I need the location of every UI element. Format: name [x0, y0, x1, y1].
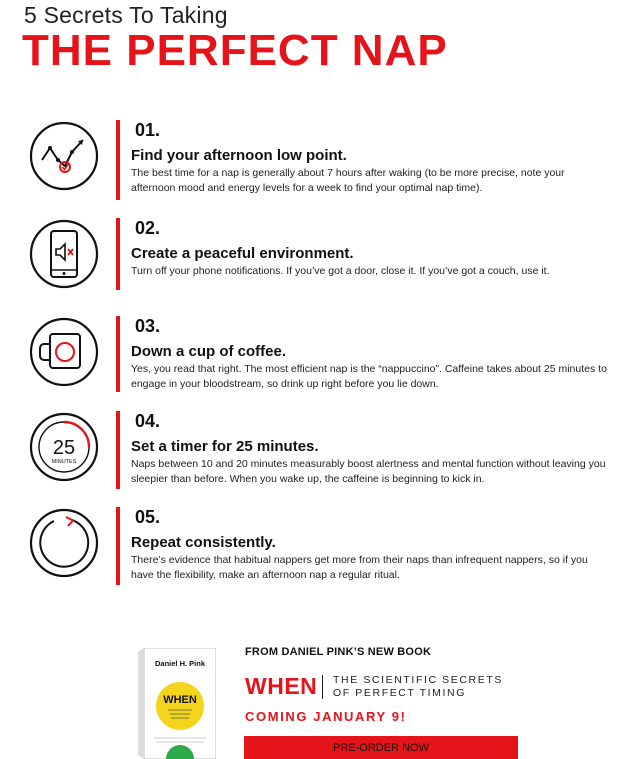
promo-release-date: COMING JANUARY 9!	[245, 709, 407, 724]
page-title: THE PERFECT NAP	[22, 26, 448, 75]
step-heading: Set a timer for 25 minutes.	[131, 438, 319, 455]
timer-unit: MINUTES	[51, 459, 77, 465]
step-5	[0, 507, 633, 597]
step-accent-bar	[116, 218, 120, 290]
step-description: Naps between 10 and 20 minutes measurably boost alertness and mental function without leaving you sleepier than before. When you wake up, the caffeine is beginning to kick in.	[131, 458, 606, 485]
pre-order-button[interactable]: PRE-ORDER NOW	[244, 736, 518, 759]
timer-icon	[28, 411, 100, 483]
step-accent-bar	[116, 316, 120, 392]
step-number: 03.	[135, 316, 161, 336]
muted-phone-icon	[28, 218, 100, 290]
promo-book-title: WHEN	[245, 673, 318, 699]
step-description: The best time for a nap is generally about 7 hours after waking (to be more precise, note your afternoon mood and energy levels for a week to find your optimal nap time).	[131, 167, 565, 194]
step-accent-bar	[116, 507, 120, 585]
step-number: 02.	[135, 218, 161, 238]
step-heading: Create a peaceful environment.	[131, 245, 354, 262]
timer-value: 25	[52, 437, 76, 459]
step-number: 05.	[135, 507, 161, 527]
promo-tagline-line2: OF PERFECT TIMING	[333, 687, 466, 699]
step-description: Yes, you read that right. The most efficient nap is the “nappuccino”. Caffeine takes about 25 minutes to engage in your bloodstream, so drink up right before you lie down.	[131, 363, 607, 390]
step-heading: Repeat consistently.	[131, 534, 276, 551]
step-description: There’s evidence that habitual nappers get more from their naps than infrequent nappers, so if you have the flexibility, make an afternoon nap a regular ritual.	[131, 554, 588, 581]
book-author: Daniel H. Pink	[154, 659, 206, 668]
step-description: Turn off your phone notifications. If you’ve got a door, close it. If you’ve got a couch, use it.	[131, 265, 550, 277]
promo-divider	[322, 675, 323, 699]
promo-from-label: FROM DANIEL PINK’S NEW BOOK	[245, 646, 432, 658]
low-point-graph-icon	[28, 120, 100, 192]
step-heading: Find your afternoon low point.	[131, 147, 347, 164]
step-accent-bar	[116, 120, 120, 200]
step-accent-bar	[116, 411, 120, 489]
step-4	[0, 411, 633, 501]
step-heading: Down a cup of coffee.	[131, 343, 287, 360]
coffee-mug-icon	[28, 316, 100, 388]
repeat-icon	[28, 507, 100, 579]
step-3	[0, 316, 633, 406]
page-subtitle: 5 Secrets To Taking	[24, 2, 228, 28]
book-cover-image	[138, 648, 216, 759]
step-2	[0, 218, 633, 308]
book-cover-title: WHEN	[163, 694, 197, 706]
step-number: 04.	[135, 411, 161, 431]
step-1	[0, 120, 633, 210]
promo-tagline-line1: THE SCIENTIFIC SECRETS	[333, 674, 503, 686]
step-number: 01.	[135, 120, 161, 140]
